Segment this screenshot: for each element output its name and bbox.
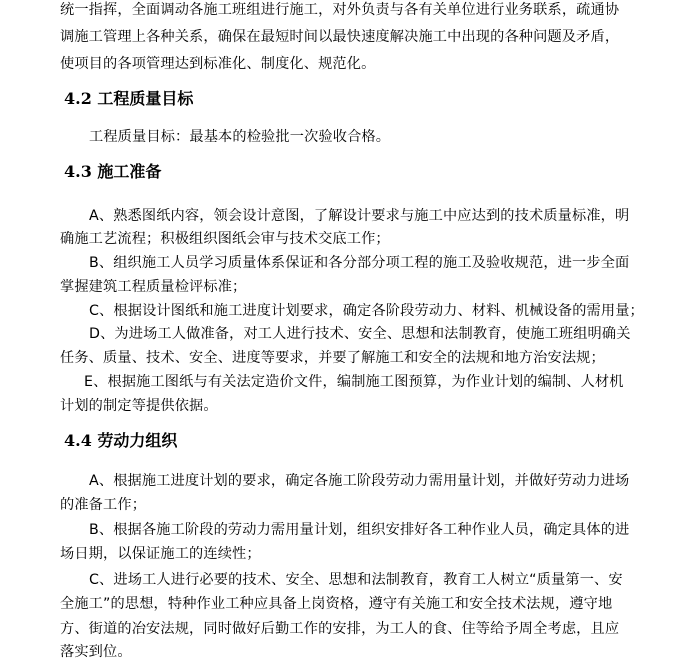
list-item-line: 计划的制定等提供依据。 xyxy=(60,398,218,414)
list-item-line: 全施工”的思想，特种作业工种应具备上岗资格，遵守有关施工和安全技术法规，遵守地 xyxy=(60,596,613,612)
list-item-line: 方、街道的冶安法规，同时做好后勤工作的安排，为工人的食、住等给予周全考虑，且应 xyxy=(60,621,620,637)
list-item-line: 任务、质量、技术、安全、进度等要求，并要了解施工和安全的法规和地方治安法规； xyxy=(60,350,605,366)
list-item-line: C、进场工人进行必要的技术、安全、思想和法制教育，教育工人树立“质量第一、安 xyxy=(89,572,623,588)
list-item-line: B、组织施工人员学习质量体系保证和各分部分项工程的施工及验收规范，进一步全面 xyxy=(89,255,630,271)
list-item-line: 确施工艺流程；积极组织图纸会审与技术交底工作； xyxy=(60,231,390,247)
list-item-line: 掌握建筑工程质量检评标准； xyxy=(60,279,247,295)
section-heading-4-4: 4.4 劳动力组织 xyxy=(64,431,178,450)
list-item-line: A、根据施工进度计划的要求，确定各施工阶段劳动力需用量计划，并做好劳动力进场 xyxy=(89,473,630,489)
list-item-line: 场日期，以保证施工的连续性； xyxy=(60,546,261,562)
list-item-line: B、根据各施工阶段的劳动力需用量计划，组织安排好各工种作业人员，确定具体的进 xyxy=(89,522,630,538)
section-heading-4-2: 4.2 工程质量目标 xyxy=(64,89,194,108)
list-item-line: 落实到位。 xyxy=(60,644,132,660)
intro-line: 使项目的各项管理达到标准化、制度化、规范化。 xyxy=(60,56,376,72)
list-item-line: 的准备工作； xyxy=(60,497,147,513)
intro-line: 调施工管理上各种关系，确保在最短时间以最快速度解决施工中出现的各种问题及矛盾， xyxy=(60,29,620,45)
list-item-line: A、熟悉图纸内容，领会设计意图，了解设计要求与施工中应达到的技术质量标准，明 xyxy=(89,208,630,224)
list-item-line: D、为进场工人做准备，对工人进行技术、安全、思想和法制教育，使施工班组明确关 xyxy=(89,326,631,342)
intro-line: 统一指挥，全面调动各施工班组进行施工，对外负责与各有关单位进行业务联系，疏通协 xyxy=(60,2,620,18)
list-item-line: C、根据设计图纸和施工进度计划要求，确定各阶段劳动力、材料、机械设备的需用量； xyxy=(89,303,644,319)
list-item-line: E、根据施工图纸与有关法定造价文件，编制施工图预算，为作业计划的编制、人材机 xyxy=(84,374,624,390)
paragraph-line: 工程质量目标：最基本的检验批一次验收合格。 xyxy=(89,129,391,145)
section-heading-4-3: 4.3 施工准备 xyxy=(64,162,162,181)
